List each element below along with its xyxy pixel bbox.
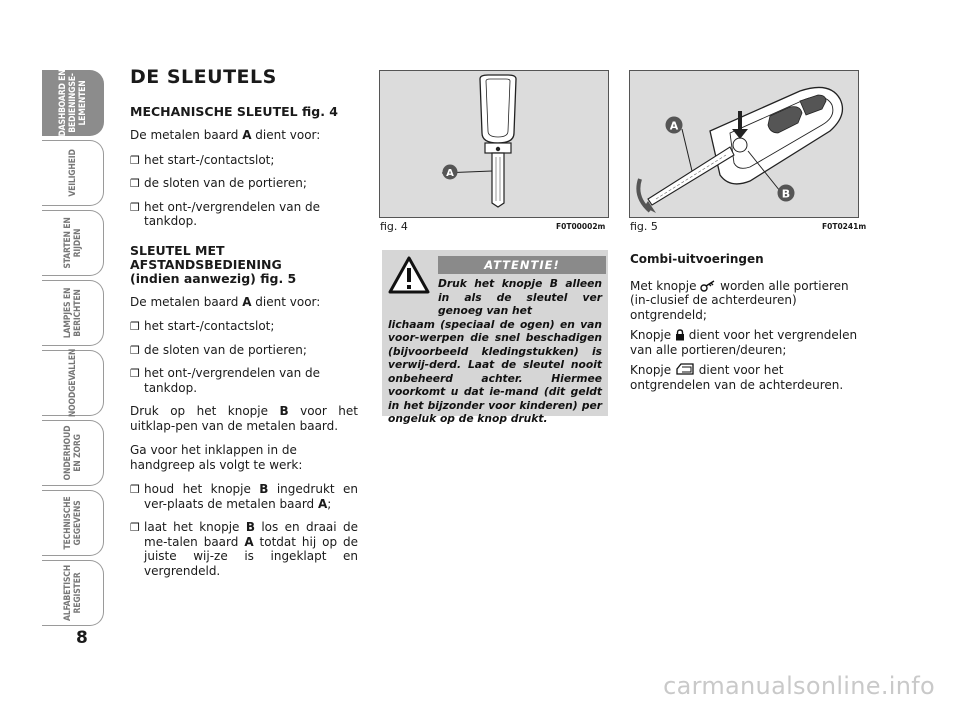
text: De metalen baard <box>130 294 243 309</box>
list-item <box>130 343 358 358</box>
tab-dashboard[interactable] <box>42 70 104 136</box>
heading-text: (indien aanwezig) <box>130 270 256 286</box>
letter-ref: B <box>245 520 255 534</box>
text: ingedrukt en ver-plaats de metalen baard <box>144 482 358 511</box>
mechanical-key-illustration <box>380 71 608 217</box>
text: het ont-/vergrendelen van de tankdop. <box>144 366 321 395</box>
paragraph <box>130 295 358 310</box>
text: Met knopje <box>630 278 701 293</box>
checkbox-bullet-icon: ❒ <box>130 343 140 357</box>
text: het start-/contactslot; <box>144 152 275 167</box>
list-item <box>130 482 358 511</box>
tab-starten[interactable] <box>42 210 104 276</box>
tab-register[interactable] <box>42 560 104 626</box>
checkbox-bullet-icon: ❒ <box>130 200 140 214</box>
tab-label: DASHBOARD EN BEDIENINGSE- LEMENTEN <box>57 69 88 137</box>
text: dient voor het ontgrendelen van de achterdeuren. <box>630 363 844 392</box>
figure-4-caption: fig. 4 <box>380 220 408 233</box>
figure-ref: fig. 4 <box>301 103 338 119</box>
warning-heading: ATTENTIE! <box>438 256 606 274</box>
paragraph <box>130 128 358 143</box>
rear-door-unlock-icon <box>675 363 695 376</box>
tab-label: LAMPJES EN BERICHTEN <box>62 287 83 339</box>
text: dient voor: <box>251 294 321 309</box>
checkbox-bullet-icon: ❒ <box>130 483 140 496</box>
text: houd het knopje <box>144 482 260 496</box>
list-item <box>130 200 358 229</box>
page-number: 8 <box>76 628 88 648</box>
tab-label: TECHNISCHE GEGEVENS <box>62 496 83 550</box>
text: De metalen baard <box>130 128 243 142</box>
figure-5-code: F0T0241m <box>822 222 867 231</box>
text: het ont-/vergrendelen van de tankdop. <box>144 199 321 228</box>
list-item <box>130 319 358 334</box>
paragraph <box>130 404 358 433</box>
key-unlock-icon <box>700 280 716 292</box>
list-item <box>130 520 358 578</box>
padlock-icon <box>675 329 685 341</box>
text: worden alle portieren (in-clusief de achterdeuren) ontgrendeld; <box>630 278 849 322</box>
figure-5-remote-key <box>629 70 859 218</box>
figure-label-a: A <box>446 168 454 179</box>
text: dient voor: <box>251 128 321 142</box>
warning-text-indented: Druk het knopje B alleen in als de sleutel ver genoeg van het <box>438 277 602 317</box>
heading-text: AFSTANDSBEDIENING <box>130 256 282 272</box>
figure-label-b: B <box>781 187 791 201</box>
list-item <box>130 153 358 168</box>
tab-label: STARTEN EN RIJDEN <box>62 217 83 269</box>
text-column-left <box>130 66 358 587</box>
text: Druk op het knopje <box>130 404 280 418</box>
remote-key-illustration <box>630 71 858 217</box>
text: los en draai de me-talen baard <box>144 520 358 549</box>
text: Knopje <box>630 328 675 342</box>
text-column-right <box>630 252 860 398</box>
tab-technische[interactable] <box>42 490 104 556</box>
warning-text-rest: lichaam (speciaal de ogen) en van voor-werpen die snel beschadigen (bijvoorbeeld kledingstukken) is verwij-derd. Laat de sleutel nooit onbeheerd achter. Hiermee voorkomt u dat ie-mand (dit geldt in het bijzonder voor kinderen) per ongeluk op de knop drukt. <box>388 317 602 425</box>
paragraph <box>630 279 860 323</box>
checkbox-bullet-icon: ❒ <box>130 367 140 380</box>
tab-label: ALFABETISCH REGISTER <box>62 564 83 622</box>
checkbox-bullet-icon: ❒ <box>130 153 140 167</box>
letter-ref: B <box>259 482 269 496</box>
section-heading-mechanical <box>130 105 358 120</box>
tab-label: VEILIGHEID <box>67 149 78 197</box>
letter-ref: A <box>242 294 252 309</box>
checkbox-bullet-icon: ❒ <box>130 177 140 190</box>
text: de sloten van de portieren; <box>144 176 307 190</box>
checkbox-bullet-icon: ❒ <box>130 521 140 534</box>
text: de sloten van de portieren; <box>144 342 307 357</box>
heading-text: MECHANISCHE SLEUTEL <box>130 103 298 119</box>
text: dient voor het vergrendelen van alle portieren/deuren; <box>630 328 858 357</box>
list-item <box>130 176 358 191</box>
combi-heading: Combi-uitvoeringen <box>630 252 764 266</box>
text: het start-/contactslot; <box>144 319 275 333</box>
chapter-tabs <box>42 70 108 630</box>
figure-5-caption: fig. 5 <box>630 220 658 233</box>
paragraph <box>630 363 860 392</box>
letter-ref: B <box>279 404 289 418</box>
figure-4-mechanical-key <box>379 70 609 218</box>
text: Knopje <box>630 363 675 377</box>
text: ; <box>327 496 332 511</box>
heading-text: SLEUTEL MET <box>130 242 225 258</box>
figure-ref: fig. 5 <box>260 270 297 286</box>
tab-veiligheid[interactable] <box>42 140 104 206</box>
paragraph <box>630 328 860 357</box>
letter-ref: A <box>242 128 252 142</box>
tab-label: ONDERHOUD EN ZORG <box>62 425 83 481</box>
tab-label: NOODGEVALLEN <box>67 348 78 418</box>
tab-onderhoud[interactable] <box>42 420 104 486</box>
watermark: carmanualsonline.info <box>663 672 935 700</box>
text: voor het uitklap-pen van de metalen baard. <box>130 404 358 433</box>
tab-lampjes[interactable] <box>42 280 104 346</box>
tab-noodgevallen[interactable] <box>42 350 104 416</box>
section-heading-remote <box>130 244 358 286</box>
letter-ref: A <box>317 496 328 511</box>
warning-box <box>382 250 608 425</box>
checkbox-bullet-icon: ❒ <box>130 320 140 333</box>
letter-ref: A <box>244 534 254 549</box>
warning-text <box>388 277 602 426</box>
paragraph: Ga voor het inklappen in de handgreep als volgt te werk: <box>130 443 303 472</box>
page-title: DE SLEUTELS <box>130 66 277 88</box>
figure-label-a: A <box>669 119 679 133</box>
figure-4-code: F0T00002m <box>556 222 606 231</box>
text: totdat hij op de juiste wij-ze is ingeklapt en vergrendeld. <box>144 534 358 578</box>
text: laat het knopje <box>144 520 246 534</box>
list-item <box>130 366 358 395</box>
